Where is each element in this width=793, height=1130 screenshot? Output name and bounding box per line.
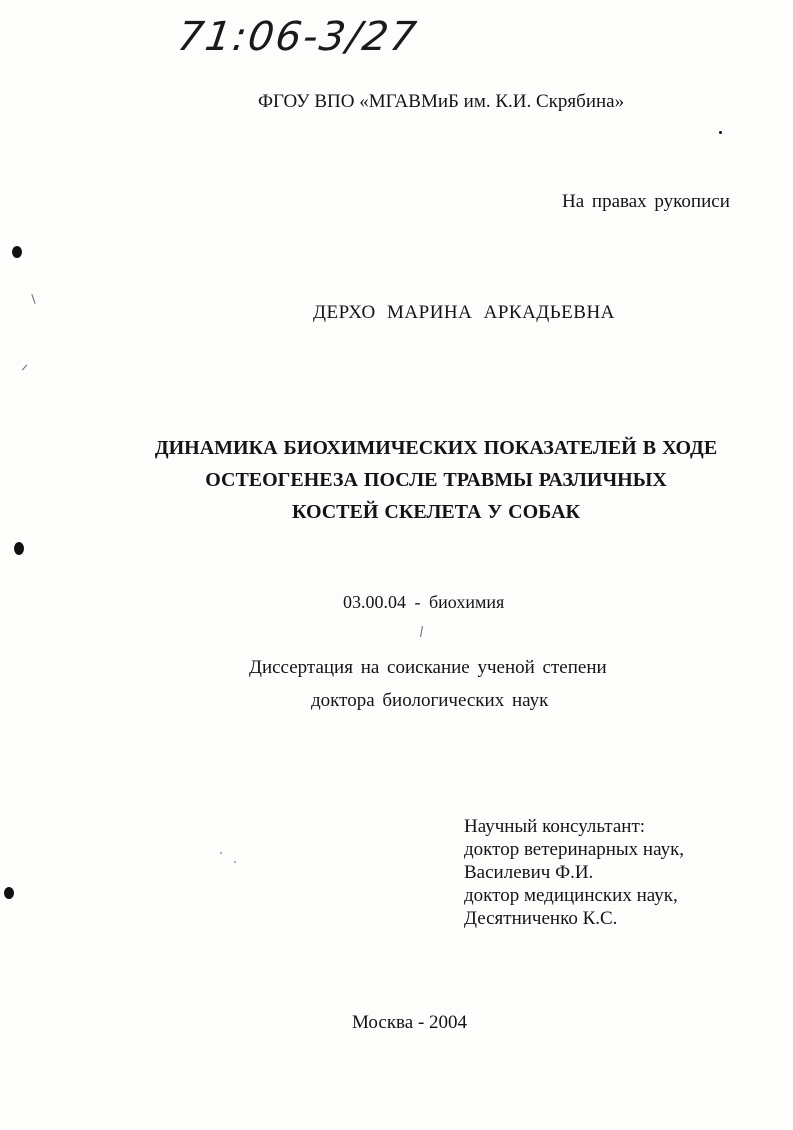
consultant-line-1: Научный консультант: <box>464 816 646 837</box>
scan-speck <box>420 626 423 637</box>
city-year: Москва - 2004 <box>352 1012 468 1033</box>
rights-note: На правах рукописи <box>562 191 730 212</box>
title-line-2: ОСТЕОГЕНЕЗА ПОСЛЕ ТРАВМЫ РАЗЛИЧНЫХ <box>205 469 667 491</box>
scan-speck <box>31 294 35 304</box>
binder-hole-mark <box>14 542 24 555</box>
handwritten-archive-number: 71:06-3/27 <box>174 14 421 60</box>
scan-speck <box>22 364 27 370</box>
author-name: ДЕРХО МАРИНА АРКАДЬЕВНА <box>313 302 615 323</box>
scan-speck <box>719 131 722 134</box>
scan-speck <box>220 852 222 854</box>
title-line-3: КОСТЕЙ СКЕЛЕТА У СОБАК <box>291 501 581 523</box>
consultant-line-5: Десятниченко К.С. <box>464 908 618 929</box>
degree-line-1: Диссертация на соискание ученой степени <box>249 657 607 678</box>
scan-speck <box>234 861 236 863</box>
consultant-line-4: доктор медицинских наук, <box>464 885 678 906</box>
consultant-line-2: доктор ветеринарных наук, <box>464 839 685 860</box>
consultant-line-3: Василевич Ф.И. <box>464 862 594 883</box>
specialty-code: 03.00.04 - биохимия <box>343 592 505 612</box>
institution-name: ФГОУ ВПО «МГАВМиБ им. К.И. Скрябина» <box>258 91 625 112</box>
title-line-1: ДИНАМИКА БИОХИМИЧЕСКИХ ПОКАЗАТЕЛЕЙ В ХОДЕ <box>154 437 718 459</box>
degree-line-2: доктора биологических наук <box>311 690 549 711</box>
dissertation-title <box>0 432 793 528</box>
scientific-consultant-block <box>464 815 684 930</box>
binder-hole-mark <box>12 246 22 258</box>
binder-hole-mark <box>4 887 14 899</box>
